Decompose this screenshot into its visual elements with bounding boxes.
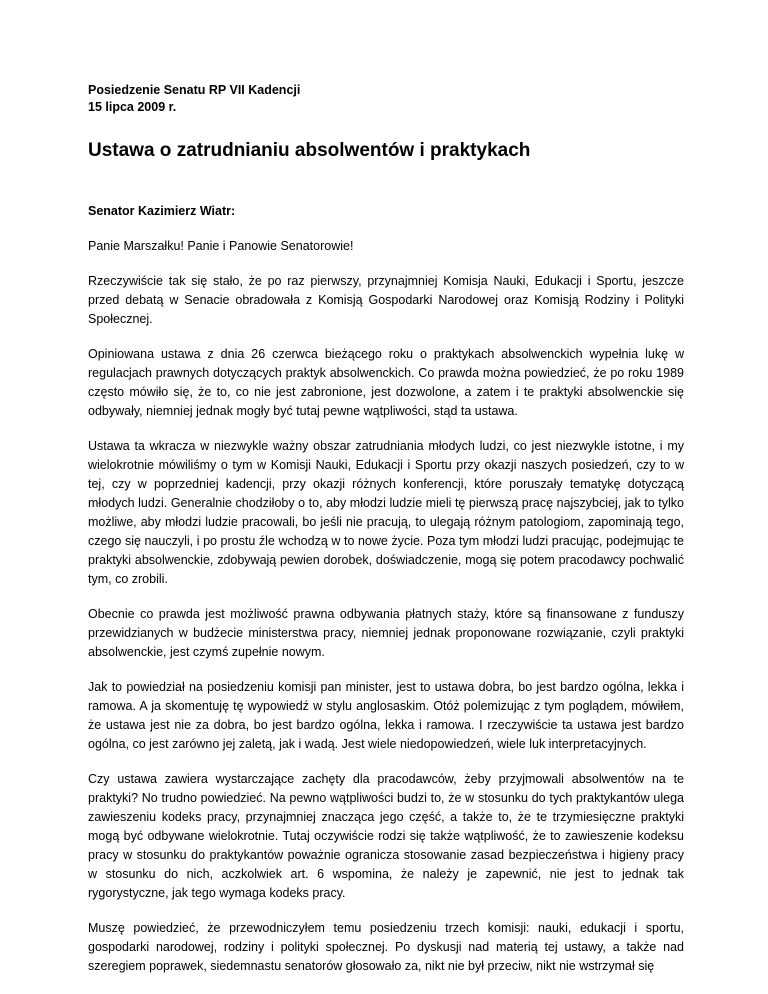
paragraph: Opiniowana ustawa z dnia 26 czerwca bieżącego roku o praktykach absolwenckich wypełnia lukę w regulacjach prawnych dotyczących praktyk absolwenckich. Co prawda można powiedzieć, że po roku 1989 często mówiło się, że to, co nie jest zabronione, jest dozwolone, a zatem i te praktyki absolwenckie się odbywały, niemniej jednak mogły być tutaj pewne wątpliwości, stąd ta ustawa. <box>88 347 684 418</box>
speaker-name: Senator Kazimierz Wiatr: <box>88 204 236 218</box>
paragraph: Muszę powiedzieć, że przewodniczyłem temu posiedzeniu trzech komisji: nauki, edukacji i sportu, gospodarki narodowej, rodziny i polityki społecznej. Po dyskusji nad materią tej ustawy, a także nad szeregiem poprawek, siedemnastu senatorów głosowało za, nikt nie był przeciw, nikt nie wstrzymał się <box>88 921 684 973</box>
paragraph: Ustawa ta wkracza w niezwykle ważny obszar zatrudniania młodych ludzi, co jest niezwykle istotne, i my wielokrotnie mówiliśmy o tym w Komisji Nauki, Edukacji i Sportu przy okazji naszych posiedzeń, czy to w tej, czy w poprzedniej kadencji, przy okazji różnych konferencji, które poruszały tematykę dotyczącą młodych ludzi. Generalnie chodziłoby o to, aby młodzi ludzie mieli tę pierwszą pracę najszybciej, jak to tylko możliwe, aby młodzi ludzie pracowali, bo jeśli nie pracują, to ulegają różnym patologiom, zapominają tego, czego się nauczyli, i po prostu źle wchodzą w to nowe życie. Poza tym młodzi ludzi pracując, podejmując te praktyki absolwenckie, zdobywają pewien dorobek, doświadczenie, mogą się potem pracodawcy pochwalić tym, co zrobili. <box>88 439 684 586</box>
session-date: 15 lipca 2009 r. <box>88 100 177 114</box>
document-page <box>88 82 684 976</box>
paragraph: Czy ustawa zawiera wystarczające zachęty dla pracodawców, żeby przyjmowali absolwentów na te praktyki? No trudno powiedzieć. Na pewno wątpliwości budzi to, że w stosunku do tych praktykantów ulega zawieszeniu kodeks pracy, przynajmniej znacząca jego część, a także to, że te trzymiesięczne praktyki mogą być odbywane wielokrotnie. Tutaj oczywiście rodzi się także wątpliwość, że to zawieszenie kodeksu pracy w stosunku do praktykantów poważnie ogranicza stosowanie zasad bezpieczeństwa i higieny pracy w stosunku do nich, aczkolwiek art. 6 wspomina, że należy je zapewnić, nie jest to jednak tak rygorystyczne, jak tego wymaga kodeks pracy. <box>88 772 684 900</box>
paragraph-greeting: Panie Marszałku! Panie i Panowie Senatorowie! <box>88 239 354 253</box>
session-name: Posiedzenie Senatu RP VII Kadencji <box>88 83 301 97</box>
document-title: Ustawa o zatrudnianiu absolwentów i praktykach <box>88 140 531 161</box>
paragraph: Obecnie co prawda jest możliwość prawna odbywania płatnych staży, które są finansowane z funduszy przewidzianych w budżecie ministerstwa pracy, niemniej jednak proponowane rozwiązanie, czyli praktyki absolwenckie, jest czymś zupełnie nowym. <box>88 607 684 659</box>
paragraph: Jak to powiedział na posiedzeniu komisji pan minister, jest to ustawa dobra, bo jest bardzo ogólna, lekka i ramowa. A ja skomentuję tę wypowiedź w stylu anglosaskim. Otóż polemizując z tym poglądem, mówiłem, że ustawa jest nie za dobra, bo jest bardzo ogólna, lekka i ramowa. I rzeczywiście ta ustawa jest bardzo ogólna, co jest zarówno jej zaletą, jak i wadą. Jest wiele niedopowiedzeń, wiele luk interpretacyjnych. <box>88 680 684 751</box>
paragraph: Rzeczywiście tak się stało, że po raz pierwszy, przynajmniej Komisja Nauki, Edukacji i Sportu, jeszcze przed debatą w Senacie obradowała z Komisją Gospodarki Narodowej oraz Komisją Rodziny i Polityki Społecznej. <box>88 274 684 326</box>
